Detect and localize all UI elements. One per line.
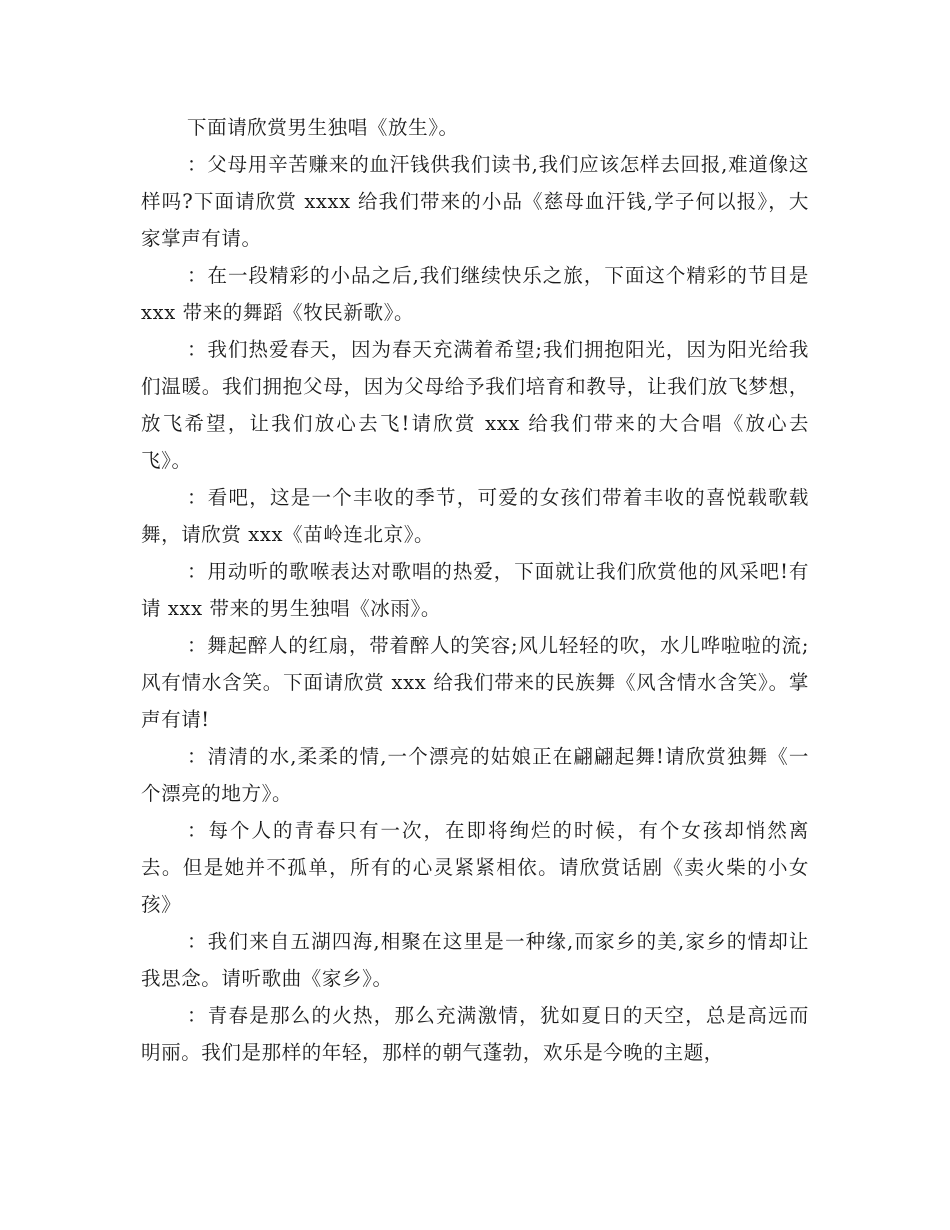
paragraph-5: ：看吧，这是一个丰收的季节，可爱的女孩们带着丰收的喜悦载歌载舞，请欣赏 xxx《苗岭连北京》。 — [141, 486, 809, 546]
paragraph-6: ：用动听的歌喉表达对歌唱的热爱，下面就让我们欣赏他的风采吧!有请 xxx 带来的男生独唱《冰雨》。 — [141, 560, 809, 620]
paragraph-3: ：在一段精彩的小品之后,我们继续快乐之旅，下面这个精彩的节目是 xxx 带来的舞蹈《牧民新歌》。 — [141, 264, 809, 324]
paragraph-4: ：我们热爱春天，因为春天充满着希望;我们拥抱阳光，因为阳光给我们温暖。我们拥抱父母，因为父母给予我们培育和教导，让我们放飞梦想，放飞希望，让我们放心去飞!请欣赏 xxx 给我们带来的大合唱《放心去飞》。 — [141, 338, 809, 472]
paragraph-10: ：我们来自五湖四海,相聚在这里是一种缘,而家乡的美,家乡的情却让我思念。请听歌曲《家乡》。 — [141, 930, 809, 990]
document-body — [141, 109, 809, 1071]
paragraph-1: 下面请欣赏男生独唱《放生》。 — [187, 116, 459, 139]
paragraph-7: ：舞起醉人的红扇，带着醉人的笑容;风儿轻轻的吹，水儿哗啦啦的流;风有情水含笑。下面请欣赏 xxx 给我们带来的民族舞《风含情水含笑》。掌声有请! — [141, 634, 809, 731]
paragraph-9: ：每个人的青春只有一次，在即将绚烂的时候，有个女孩却悄然离去。但是她并不孤单，所有的心灵紧紧相依。请欣赏话剧《卖火柴的小女孩》 — [141, 819, 809, 916]
paragraph-8: ：清清的水,柔柔的情,一个漂亮的姑娘正在翩翩起舞!请欣赏独舞《一个漂亮的地方》。 — [141, 745, 809, 805]
paragraph-11: ：青春是那么的火热，那么充满激情，犹如夏日的天空，总是高远而明丽。我们是那样的年轻，那样的朝气蓬勃，欢乐是今晚的主题， — [141, 1004, 809, 1064]
paragraph-2: ：父母用辛苦赚来的血汗钱供我们读书,我们应该怎样去回报,难道像这样吗?下面请欣赏 xxxx 给我们带来的小品《慈母血汗钱,学子何以报》，大家掌声有请。 — [141, 153, 809, 250]
